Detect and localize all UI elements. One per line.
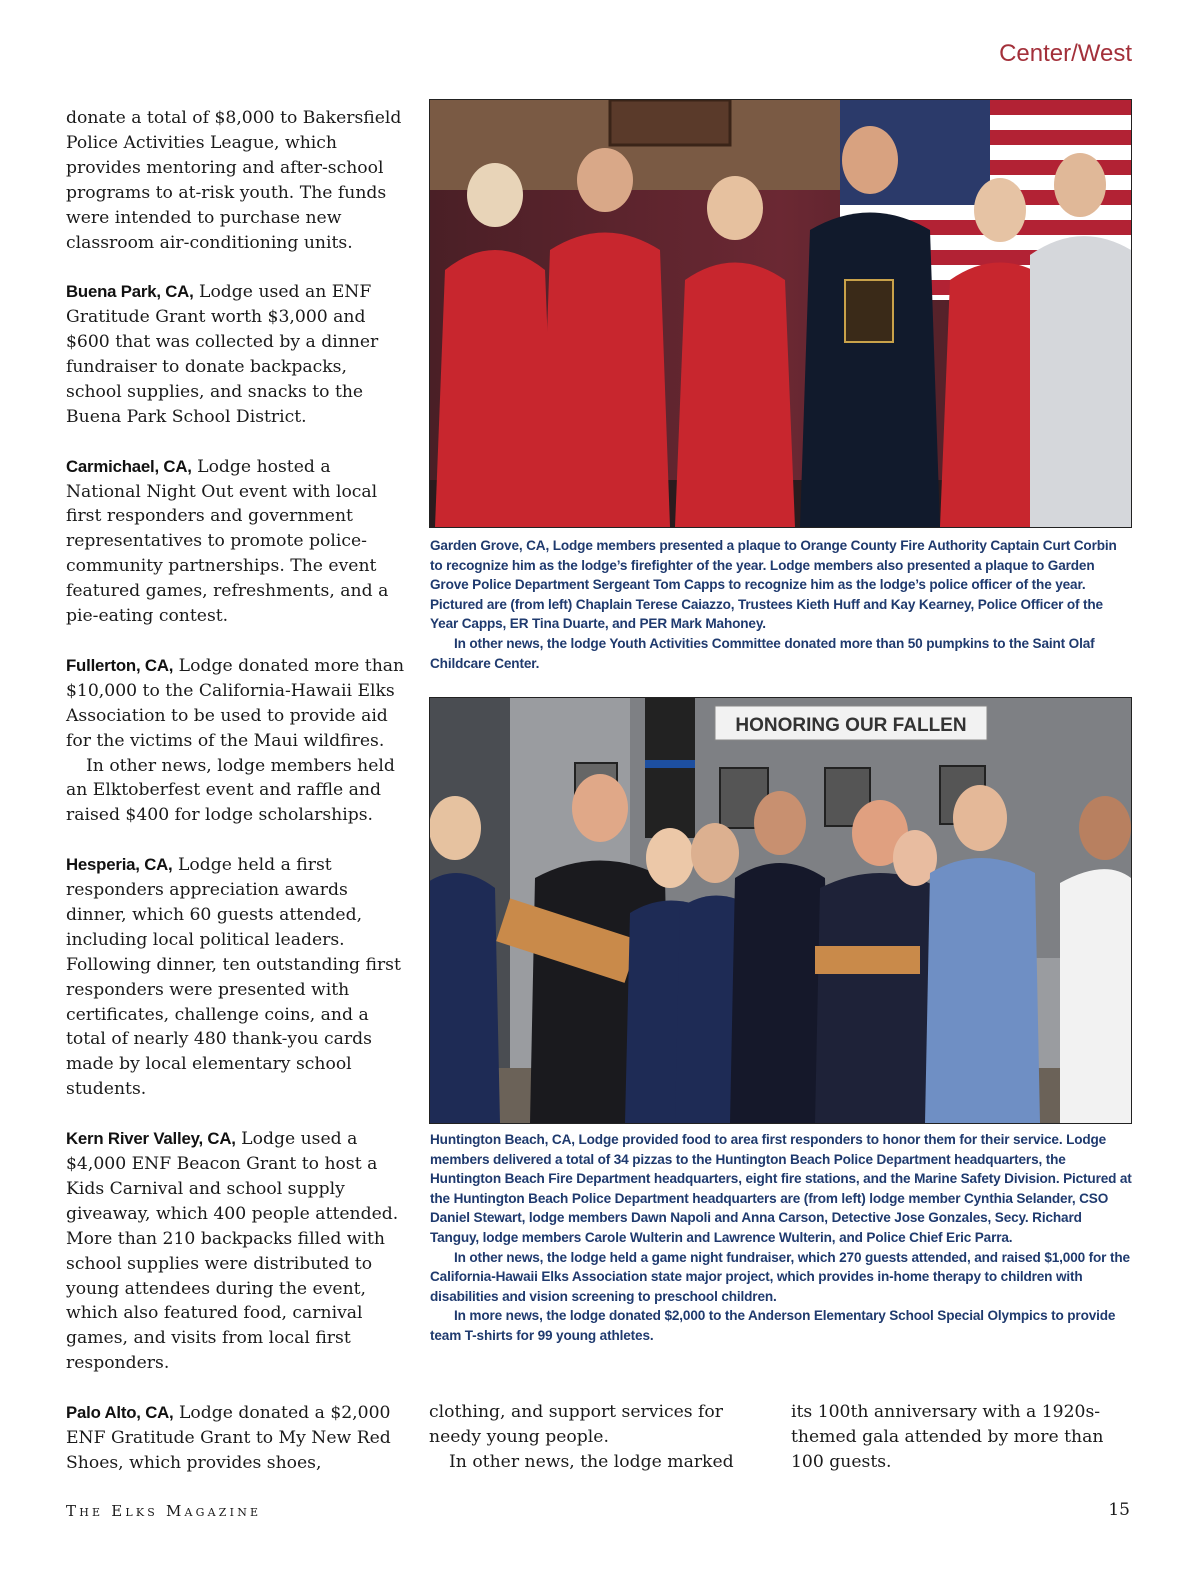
section-label: Center/West (999, 40, 1132, 67)
memorial-sign-text: HONORING OUR FALLEN (735, 715, 967, 736)
article-paragraph: Buena Park, CA, Lodge used an ENF Gratitude Grant worth $3,000 and $600 that was collected by a dinner fundraiser to donate backpacks, school supplies, and snacks to the Buena Park School District. (66, 282, 379, 427)
photo-illustration (430, 100, 1131, 527)
lodge-name: Palo Alto, CA, (66, 1403, 174, 1423)
article-paragraph: its 100th anniversary with a 1920s-themed gala attended by more than 100 guests. (791, 1402, 1104, 1472)
photo-illustration (430, 698, 1131, 1123)
middle-column (429, 1400, 759, 1475)
left-column (66, 106, 408, 1501)
lodge-name: Hesperia, CA, (66, 855, 173, 875)
page-number: 15 (1108, 1500, 1130, 1520)
article-paragraph: In other news, the lodge marked (449, 1451, 734, 1472)
article-paragraph: clothing, and support services for needy young people. (429, 1402, 723, 1447)
caption-huntington-beach: Huntington Beach, CA, Lodge provided food to area first responders to honor them for their service. Lodge members delivered a total of 34 pizzas to the Huntington Beach Police Department headquarters, the Huntington Beach Fire Department headquarters, eight fire stations, and the Marine Safety Division. Pictured at the Huntington Beach Police Department headquarters are (from left) lodge member Cynthia Selander, CSO Daniel Stewart, lodge members Dawn Napoli and Anna Carson, Detective Jose Gonzales, Secy. Richard Tanguy, lodge members Carole Wulterin and Lawrence Wulterin, and Police Chief Eric Parra. In other news, the lodge held a game night fundraiser, which 270 guests attended, and raised $1,000 for the California-Hawaii Elks Association state major project, which provides in-home therapy to children with disabilities and vision screening to preschool children. In more news, the lodge donated $2,000 to the Anderson Elementary School Special Olympics to provide team T-shirts for 99 young athletes. (430, 1132, 1132, 1343)
article-paragraph: Fullerton, CA, Lodge donated more than $10,000 to the California-Hawaii Elks Association to be used to provide aid for the victims of the Maui wildfires. (66, 655, 405, 751)
lodge-name: Carmichael, CA, (66, 456, 192, 476)
magazine-title: The Elks Magazine (66, 1502, 262, 1520)
lodge-name: Fullerton, CA, (66, 655, 174, 675)
article-paragraph: In other news, lodge members held an Elktoberfest event and raffle and raised $400 for lodge scholarships. (66, 755, 395, 826)
lodge-name: Kern River Valley, CA, (66, 1129, 236, 1149)
article-paragraph: Hesperia, CA, Lodge held a first responders appreciation awards dinner, which 60 guests attended, including local political leaders. Following dinner, ten outstanding first responders were presented with certificates, challenge coins, and a total of nearly 480 thank-you cards made by local elementary school students. (66, 855, 401, 1100)
right-column (791, 1400, 1136, 1475)
photo-huntington-beach (429, 697, 1132, 1124)
article-paragraph: Palo Alto, CA, Lodge donated a $2,000 ENF Gratitude Grant to My New Red Shoes, which provides shoes, (66, 1403, 391, 1473)
article-paragraph: Kern River Valley, CA, Lodge used a $4,000 ENF Beacon Grant to host a Kids Carnival and school supply giveaway, which 400 people attended. More than 210 backpacks filled with school supplies were distributed to young attendees during the event, which also featured food, carnival games, and visits from local first responders. (66, 1129, 399, 1374)
article-paragraph: Carmichael, CA, Lodge hosted a National Night Out event with local first responders and government representatives to promote police-community partnerships. The event featured games, refreshments, and a pie-eating contest. (66, 456, 389, 627)
caption-garden-grove: Garden Grove, CA, Lodge members presented a plaque to Orange County Fire Authority Captain Curt Corbin to recognize him as the lodge’s firefighter of the year. Lodge members also presented a plaque to Garden Grove Police Department Sergeant Tom Capps to recognize him as the lodge’s police officer of the year. Pictured are (from left) Chaplain Terese Caiazzo, Trustees Kieth Huff and Kay Kearney, Police Officer of the Year Capps, ER Tina Duarte, and PER Mark Mahoney. In other news, the lodge Youth Activities Committee donated more than 50 pumpkins to the Saint Olaf Childcare Center. (430, 538, 1117, 671)
photo-garden-grove (429, 99, 1132, 528)
lodge-name: Buena Park, CA, (66, 282, 194, 302)
article-paragraph: donate a total of $8,000 to Bakersfield Police Activities League, which provides mentoring and after-school programs to at-risk youth. The funds were intended to purchase new classroom air-conditioning units. (66, 108, 402, 253)
